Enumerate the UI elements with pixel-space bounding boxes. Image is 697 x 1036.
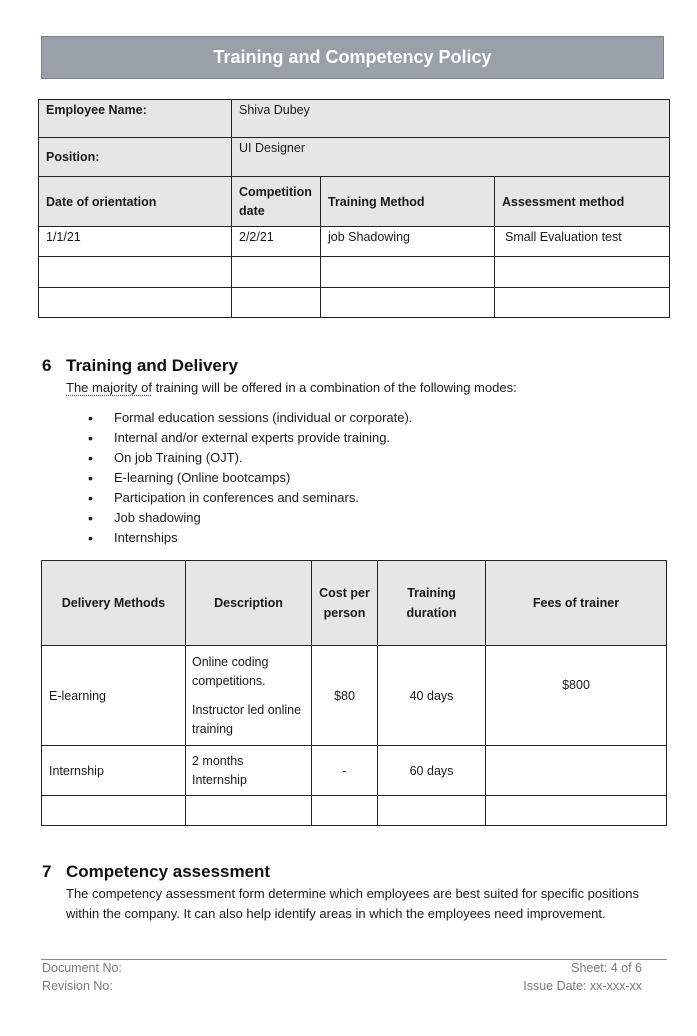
position-value: UI Designer: [232, 138, 670, 177]
employee-name-label: Employee Name:: [39, 100, 232, 138]
section-number: 7: [42, 862, 52, 881]
cell: [312, 796, 378, 826]
section-title: Training and Delivery: [66, 356, 238, 375]
col-description: Description: [186, 561, 312, 646]
section-6-heading: [42, 356, 238, 376]
delivery-methods-table: [41, 560, 667, 826]
col-training-method: Training Method: [321, 177, 495, 227]
cell: [486, 796, 667, 826]
cell: Small Evaluation test: [495, 227, 670, 257]
document-title: Training and Competency Policy: [213, 47, 492, 67]
training-modes-list: [66, 408, 412, 548]
col-training-duration: Training duration: [378, 561, 486, 646]
table-row: [39, 257, 670, 288]
footer-issue-date: Issue Date: xx-xxx-xx: [523, 979, 642, 993]
cell: [186, 796, 312, 826]
cell: job Shadowing: [321, 227, 495, 257]
section-7-heading: [42, 862, 270, 882]
body-line: within the company. It can also help identify areas in which the employees need improvement.: [66, 906, 606, 921]
footer-sheet: Sheet: 4 of 6: [571, 961, 642, 975]
cell-duration: 40 days: [378, 646, 486, 746]
description-line: Instructor led online training: [192, 702, 302, 736]
table-row: [42, 746, 667, 796]
cell-fees: $800: [486, 646, 667, 746]
cell: 1/1/21: [39, 227, 232, 257]
col-competition-date: Competition date: [232, 177, 321, 227]
list-item: • Internships: [66, 528, 412, 548]
footer-divider: [41, 959, 667, 960]
cell-cost: $80: [312, 646, 378, 746]
list-item: • Job shadowing: [66, 508, 412, 528]
col-delivery-methods: Delivery Methods: [42, 561, 186, 646]
cell: [39, 288, 232, 318]
table-row: [42, 796, 667, 826]
col-assessment-method: Assessment method: [495, 177, 670, 227]
cell-method: Internship: [42, 746, 186, 796]
list-item: • E-learning (Online bootcamps): [66, 468, 412, 488]
section-6-intro: [66, 378, 517, 398]
document-title-banner: [41, 36, 664, 79]
section-title: Competency assessment: [66, 862, 271, 881]
cell-fees: [486, 746, 667, 796]
cell: [378, 796, 486, 826]
cell: [495, 288, 670, 318]
cell: [321, 288, 495, 318]
grammar-flagged-text[interactable]: The majority of: [66, 380, 152, 395]
footer-document-no: Document No:: [42, 961, 122, 975]
position-label: Position:: [39, 138, 232, 177]
description-line: Online coding competitions.: [192, 654, 269, 688]
cell: 2/2/21: [232, 227, 321, 257]
section-number: 6: [42, 356, 52, 375]
list-item: • On job Training (OJT).: [66, 448, 412, 468]
section-7-body: [66, 884, 639, 924]
cell: [495, 257, 670, 288]
table-row: [42, 646, 667, 746]
cell: [321, 257, 495, 288]
cell: [232, 288, 321, 318]
cell-method: E-learning: [42, 646, 186, 746]
list-item: • Participation in conferences and seminars.: [66, 488, 412, 508]
cell-description: [186, 746, 312, 796]
cell-duration: 60 days: [378, 746, 486, 796]
intro-text: training will be offered in a combination of the following modes:: [151, 380, 517, 395]
table-row: [39, 288, 670, 318]
body-line: The competency assessment form determine which employees are best suited for specific positions: [66, 886, 639, 901]
employee-table: [38, 99, 670, 318]
description-line: 2 months Internship: [192, 753, 247, 787]
list-item: • Formal education sessions (individual or corporate).: [66, 408, 412, 428]
cell: [39, 257, 232, 288]
col-date-of-orientation: Date of orientation: [39, 177, 232, 227]
col-fees-of-trainer: Fees of trainer: [486, 561, 667, 646]
list-item: • Internal and/or external experts provide training.: [66, 428, 412, 448]
table-row: [39, 227, 670, 257]
footer-revision-no: Revision No:: [42, 979, 113, 993]
cell-description: [186, 646, 312, 746]
cell: [232, 257, 321, 288]
cell-cost: -: [312, 746, 378, 796]
cell: [42, 796, 186, 826]
employee-name-value: Shiva Dubey: [232, 100, 670, 138]
col-cost-per-person: Cost per person: [312, 561, 378, 646]
